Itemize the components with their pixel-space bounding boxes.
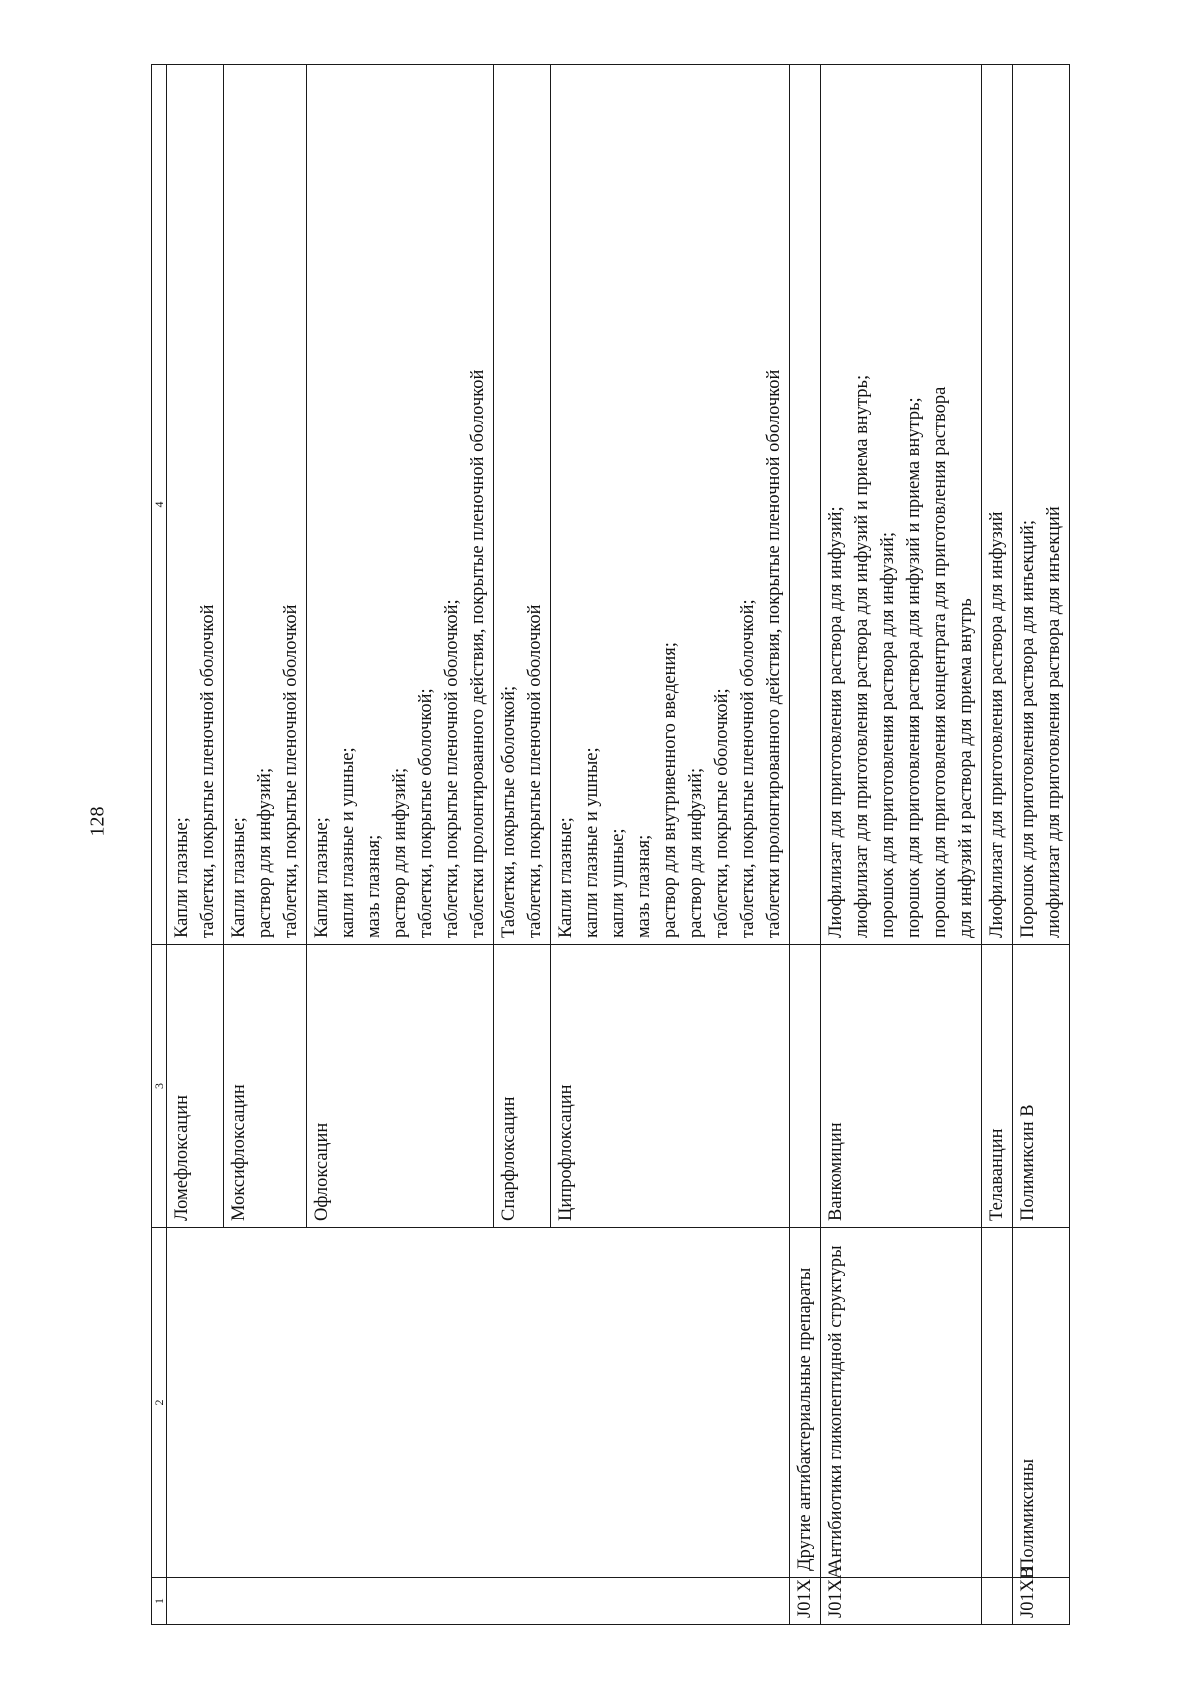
drug-name-cell: Ломефлоксацин: [167, 945, 224, 1228]
dosage-form-line: капли глазные и ушные;: [582, 747, 602, 938]
table-header-row: [152, 65, 167, 1625]
table-row: [307, 65, 494, 1625]
dosage-forms-cell: [790, 65, 821, 945]
drug-name-cell: Телаванцин: [982, 945, 1013, 1228]
dosage-form-line: лиофилизат для приготовления раствора для инфузий и приема внутрь;: [852, 374, 872, 938]
dosage-form-line: Лиофилизат для приготовления раствора для инфузий;: [826, 506, 846, 938]
table-row: [982, 65, 1013, 1625]
dosage-form-line: таблетки, покрытые пленочной оболочкой: [198, 604, 218, 938]
dosage-form-line: раствор для инфузий;: [390, 767, 410, 938]
header-col-3: 3: [152, 945, 167, 1228]
atc-code-cell: [224, 1578, 307, 1625]
dosage-form-line: капли глазные и ушные;: [338, 747, 358, 938]
dosage-form-line: таблетки, покрытые пленочной оболочкой: [525, 604, 545, 938]
dosage-form-line: Капли глазные;: [229, 817, 249, 938]
dosage-form-line: таблетки, покрытые оболочкой;: [416, 688, 436, 938]
table-row: [790, 65, 821, 1625]
header-col-4: 4: [152, 65, 167, 945]
drug-name-cell: Полимиксин В: [1013, 945, 1070, 1228]
atc-code-cell: J01XB: [1013, 1578, 1070, 1625]
dosage-form-line: Таблетки, покрытые оболочкой;: [499, 685, 519, 938]
header-col-2: 2: [152, 1228, 167, 1578]
group-name-cell: Другие антибактериальные препараты: [790, 1228, 821, 1578]
dosage-form-line: для инфузий и раствора для приема внутрь: [956, 598, 976, 938]
atc-code-cell: J01XA: [821, 1578, 982, 1625]
dosage-form-line: таблетки, покрытые оболочкой;: [712, 688, 732, 938]
drug-name-cell: Ванкомицин: [821, 945, 982, 1228]
dosage-form-line: мазь глазная;: [634, 834, 654, 938]
dosage-form-line: таблетки пролонгированного действия, покрытые пленочной оболочкой: [468, 369, 488, 938]
table-row: [167, 65, 224, 1625]
dosage-forms-cell: [1013, 65, 1070, 945]
group-name-cell: [982, 1228, 1013, 1578]
group-name-cell: [494, 1228, 551, 1578]
dosage-form-line: капли ушные;: [608, 828, 628, 938]
drug-name-cell: Офлоксацин: [307, 945, 494, 1228]
dosage-form-line: таблетки пролонгированного действия, покрытые пленочной оболочкой: [764, 369, 784, 938]
atc-code-cell: [307, 1578, 494, 1625]
dosage-form-line: Капли глазные;: [172, 817, 192, 938]
drug-table: [151, 64, 1070, 1625]
drug-name-cell: Спарфлоксацин: [494, 945, 551, 1228]
rotated-table-container: [151, 65, 1196, 1625]
group-name-cell: Полимиксины: [1013, 1228, 1070, 1578]
atc-code-cell: [494, 1578, 551, 1625]
group-name-cell: [167, 1228, 224, 1578]
group-name-cell: [551, 1228, 790, 1578]
dosage-form-line: порошок для приготовления раствора для инфузий и приема внутрь;: [904, 397, 924, 938]
dosage-form-line: Капли глазные;: [312, 817, 332, 938]
dosage-form-line: таблетки, покрытые пленочной оболочкой;: [738, 599, 758, 938]
dosage-form-line: Порошок для приготовления раствора для инъекций;: [1018, 519, 1038, 938]
dosage-form-line: лиофилизат для приготовления раствора для инъекций: [1044, 506, 1064, 938]
group-name-cell: Антибиотики гликопептидной структуры: [821, 1228, 982, 1578]
group-name-cell: [307, 1228, 494, 1578]
table-row: [551, 65, 790, 1625]
header-col-1: 1: [152, 1578, 167, 1625]
table-row: [821, 65, 982, 1625]
dosage-form-line: таблетки, покрытые пленочной оболочкой;: [442, 599, 462, 938]
dosage-form-line: порошок для приготовления концентрата для приготовления раствора: [930, 386, 950, 938]
dosage-form-line: раствор для инфузий;: [686, 767, 706, 938]
table-body: [167, 65, 1070, 1625]
table-row: [224, 65, 307, 1625]
dosage-forms-cell: [307, 65, 494, 945]
atc-code-cell: J01X: [790, 1578, 821, 1625]
dosage-forms-cell: [494, 65, 551, 945]
page-number: 128: [86, 806, 109, 837]
drug-name-cell: Ципрофлоксацин: [551, 945, 790, 1228]
drug-name-cell: Моксифлоксацин: [224, 945, 307, 1228]
table-row: [494, 65, 551, 1625]
drug-name-cell: [790, 945, 821, 1228]
dosage-forms-cell: [551, 65, 790, 945]
group-name-cell: [224, 1228, 307, 1578]
dosage-form-line: порошок для приготовления раствора для инфузий;: [878, 532, 898, 938]
dosage-forms-cell: [167, 65, 224, 945]
atc-code-cell: [551, 1578, 790, 1625]
dosage-form-line: раствор для внутривенного введения;: [660, 642, 680, 938]
dosage-form-line: Капли глазные;: [556, 817, 576, 938]
dosage-form-line: таблетки, покрытые пленочной оболочкой: [281, 604, 301, 938]
table-row: [1013, 65, 1070, 1625]
dosage-forms-cell: [821, 65, 982, 945]
dosage-forms-cell: [224, 65, 307, 945]
dosage-forms-cell: [982, 65, 1013, 945]
dosage-form-line: мазь глазная;: [364, 834, 384, 938]
atc-code-cell: [167, 1578, 224, 1625]
atc-code-cell: [982, 1578, 1013, 1625]
dosage-form-line: Лиофилизат для приготовления раствора для инфузий: [987, 511, 1007, 938]
dosage-form-line: раствор для инфузий;: [255, 767, 275, 938]
